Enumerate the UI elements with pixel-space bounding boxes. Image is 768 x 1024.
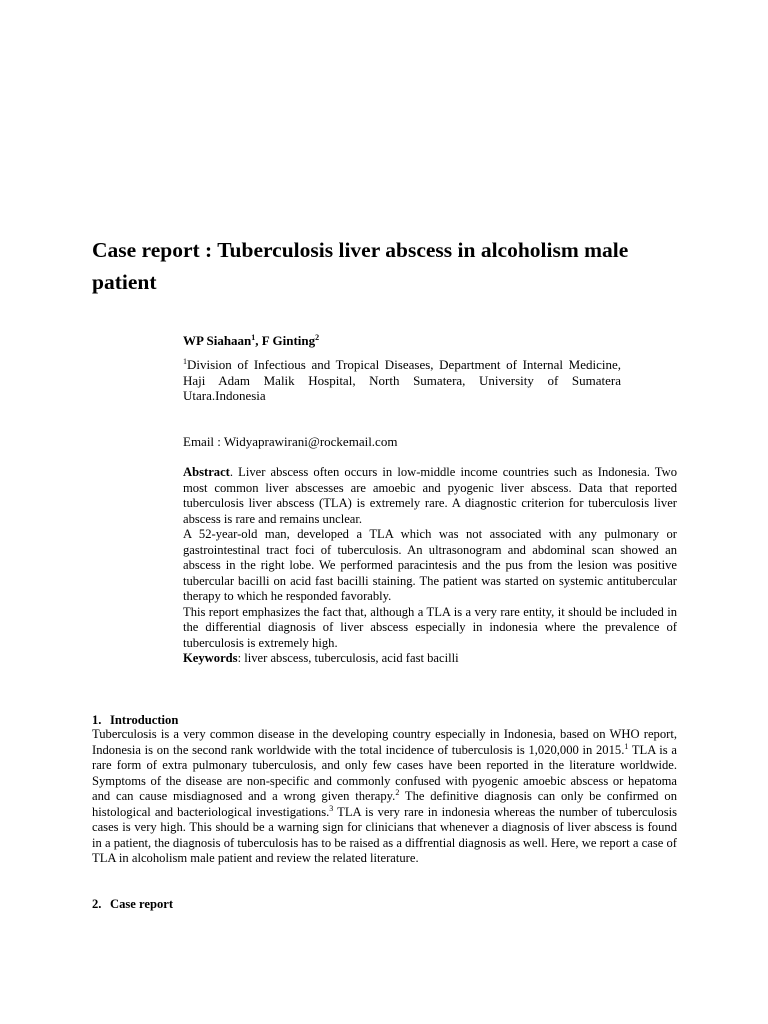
section-number: 2. (92, 897, 102, 911)
section-title: Introduction (110, 713, 179, 727)
author-separator: , (255, 333, 262, 348)
author-line (183, 333, 319, 349)
intro-text: Tuberculosis is a very common disease in the developing country especially in Indonesia, based on WHO report, Indonesia is on the second rank worldwide with the total incidence of tuberculosis is 1,020,000 in 2015. (92, 727, 677, 757)
intro-text: TLA is very rare in indonesia whereas the number of tuberculosis cases is very high. This should be a warning sign for clinicians that whenever a diagnosis of liver abscess is found in a patient, the diagnosis of tuberculosis has to be raised as a diffrential diagnosis as well. Here, we report a case of TLA in alcoholism male patient and review the related literature. (92, 804, 678, 865)
abstract-label: Abstract (183, 465, 230, 479)
author-affiliation-marker: 2 (315, 333, 320, 342)
citation-marker: 3 (329, 803, 334, 813)
section-title: Case report (110, 897, 174, 911)
section-heading-introduction (92, 712, 178, 728)
author-affiliation-marker: 1 (251, 333, 256, 342)
section-heading-case-report (92, 896, 173, 912)
citation-marker: 2 (395, 788, 400, 797)
abstract-paragraph: This report emphasizes the fact that, although a TLA is a very rare entity, it should be included in the differential diagnosis of liver abscess especially in indonesia where the prevalence of tuberculosis is extremely high. (183, 604, 677, 650)
abstract-text: . Liver abscess often occurs in low-middle income countries such as Indonesia. Two most common liver abscesses are amoebic and pyogenic liver abscess. Data that reported tuberculosis liver abscess (TLA) is extremely rare. A diagnostic criterion for tuberculosis liver abscess is rare and remains unclear. (183, 465, 677, 526)
affiliation-marker: 1 (183, 357, 187, 366)
affiliation (183, 357, 621, 404)
keywords-text: : liver abscess, tuberculosis, acid fast bacilli (237, 651, 459, 665)
author-name: F Ginting (261, 333, 316, 348)
section-number: 1. (92, 713, 102, 727)
intro-text: The definitive diagnosis can only be confirmed on histological and bacteriological investigations. (92, 789, 677, 819)
paper-title: Case report : Tuberculosis liver abscess in alcoholism male patient (92, 238, 629, 294)
introduction-paragraph (92, 727, 677, 867)
intro-text: TLA is a rare form of extra pulmonary tuberculosis, and only few cases have been reported in the literature worldwide. Symptoms of the disease are non-specific and commonly confused with pyogenic amoebic abscess or hepatoma and can cause misdiagnosed and a wrong given therapy. (92, 742, 677, 803)
keywords (183, 651, 677, 667)
abstract-paragraph (183, 465, 677, 527)
affiliation-text: Division of Infectious and Tropical Diseases, Department of Internal Medicine, Haji Adam Malik Hospital, North Sumatera, University of Sumatera Utara.Indonesia (183, 357, 621, 403)
keywords-label: Keywords (183, 651, 238, 665)
contact-email: Email : Widyaprawirani@rockemail.com (183, 434, 398, 449)
author-name: WP Siahaan (183, 333, 252, 348)
abstract-paragraph: A 52-year-old man, developed a TLA which was not associated with any pulmonary or gastrointestinal tract foci of tuberculosis. An ultrasonogram and abdominal scan showed an abscess in the right lobe. We performed paracintesis and the pus from the lesion was positive tubercular bacilli on acid fast bacilli staining. The patient was started on systemic antitubercular therapy to which he responded favorably. (183, 527, 677, 603)
citation-marker: 1 (624, 741, 629, 751)
abstract-block (183, 465, 677, 667)
